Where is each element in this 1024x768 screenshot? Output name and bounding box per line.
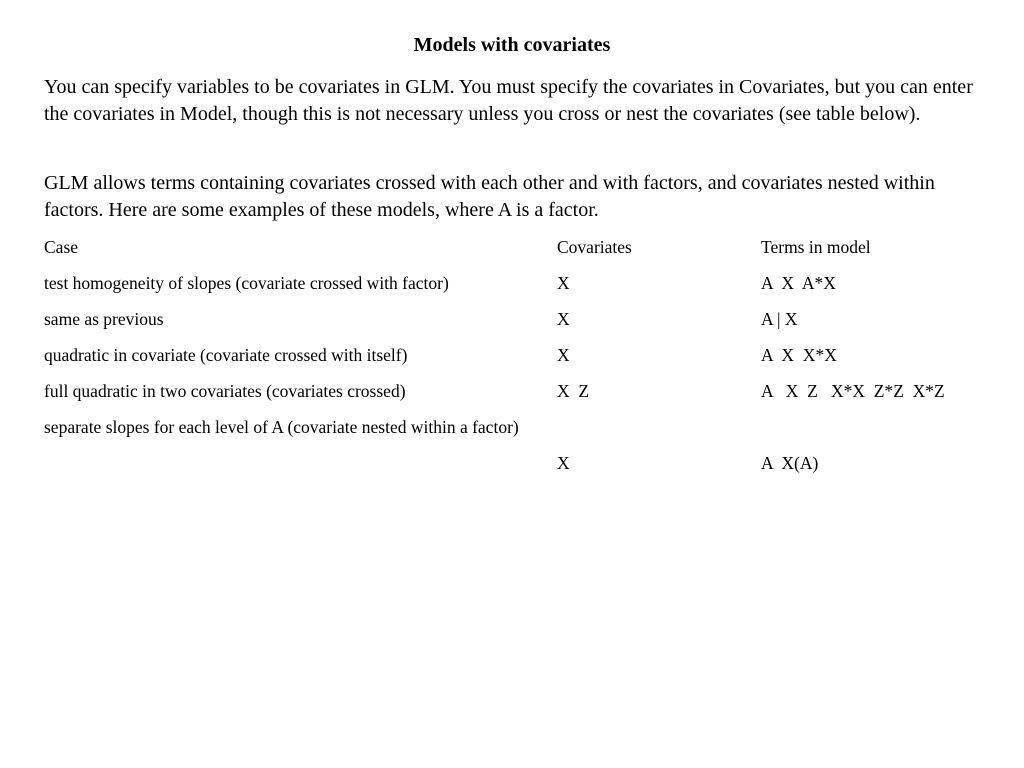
intro-paragraph: You can specify variables to be covariates in GLM. You must specify the covariates in Covariates, but you can enter the covariates in Model, though this is not necessary unless you cross or nest the covariates (see table below).: [44, 76, 973, 125]
glm-paragraph: GLM allows terms containing covariates crossed with each other and with factors, and covariates nested within factors. Here are some examples of these models, where A is a factor.: [44, 172, 935, 221]
header-case: Case: [44, 237, 79, 257]
terms-cell: A X X*X: [761, 345, 837, 365]
case-cell: separate slopes for each level of A (covariate nested within a factor): [44, 417, 519, 437]
table-row: [0, 271, 1024, 295]
terms-cell: A X(A): [761, 453, 819, 473]
covariates-cell: X: [557, 453, 570, 473]
table-row: [0, 307, 1024, 331]
terms-cell: A | X: [761, 309, 798, 329]
table-header-row: [0, 235, 1024, 259]
header-covariates: Covariates: [557, 237, 632, 257]
covariates-cell: X: [557, 345, 570, 365]
covariates-cell: X Z: [557, 381, 590, 401]
covariates-cell: X: [557, 273, 570, 293]
case-cell: same as previous: [44, 309, 164, 329]
case-cell: test homogeneity of slopes (covariate crossed with factor): [44, 273, 449, 293]
table-row: [0, 379, 1024, 403]
page-title: Models with covariates: [413, 34, 611, 56]
covariates-cell: X: [557, 309, 570, 329]
table-row: [0, 415, 1024, 439]
terms-cell: A X A*X: [761, 273, 836, 293]
table-row: [0, 451, 1024, 475]
case-cell: full quadratic in two covariates (covariates crossed): [44, 381, 406, 401]
header-terms: Terms in model: [761, 237, 871, 257]
terms-cell: A X Z X*X Z*Z X*Z: [761, 381, 945, 401]
case-cell: quadratic in covariate (covariate crossed with itself): [44, 345, 408, 365]
table-row: [0, 343, 1024, 367]
